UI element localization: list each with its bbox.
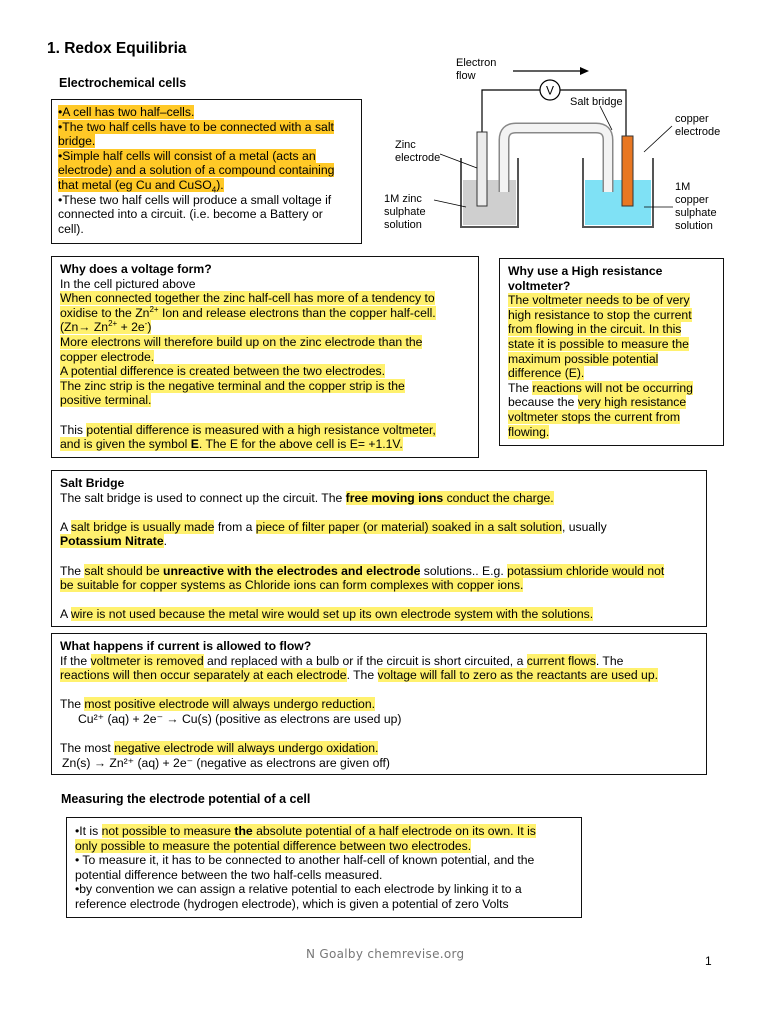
copper-electrode: [622, 136, 633, 206]
electron-flow-arrowhead: [580, 67, 589, 75]
resistance-line: The reactions will not be occurring: [508, 380, 693, 395]
intro-line: connected into a circuit. (i.e. become a Battery or: [58, 207, 323, 222]
resistance-line: maximum possible potential: [508, 351, 659, 366]
measuring-line: •It is not possible to measure the absolute potential of a half electrode on its own. It is: [75, 824, 536, 838]
footer-credit: N Goalby chemrevise.org: [306, 947, 465, 961]
oxidation-equation: Zn(s) → Zn²⁺ (aq) + 2e⁻ (negative as electrons are given off): [62, 755, 390, 770]
salt-bridge-para: The salt should be unreactive with the electrodes and electrode solutions.. E.g. potassium chloride would not be suitable for copper systems as Chloride ions can form complexes with copper ions.: [60, 563, 665, 593]
voltage-line: More electrons will therefore build up on the zinc electrode than the: [60, 334, 423, 349]
voltmeter-label: V: [545, 83, 555, 98]
voltage-line: copper electrode.: [60, 349, 155, 364]
voltage-line: and is given the symbol E. The E for the above cell is E= +1.1V.: [60, 437, 403, 452]
measuring-line: only possible to measure the potential difference between two electrodes.: [75, 838, 472, 853]
reduction-equation: Cu²⁺ (aq) + 2e⁻ → Cu(s) (positive as electrons are used up): [78, 711, 402, 726]
page-number: 1: [705, 954, 712, 968]
salt-bridge-heading: Salt Bridge: [60, 476, 125, 490]
intro-line: bridge.: [58, 134, 96, 149]
intro-box: [51, 99, 362, 244]
voltage-line: oxidise to the $Zn^{2+}$ Ion and release electrons than the copper half-cell.: [60, 304, 436, 320]
page-title: 1. Redox Equilibria: [47, 40, 187, 57]
resistance-line: because the very high resistance: [508, 395, 687, 410]
salt-bridge-box: [51, 470, 707, 627]
voltage-box: [51, 256, 479, 458]
voltage-equation: $(Zn\to Zn^{2+} + 2e^-)$: [60, 319, 152, 335]
voltage-line: This potential difference is measured with a high resistance voltmeter,: [60, 422, 436, 437]
salt-bridge-para: A salt bridge is usually made from a piece of filter paper (or material) soaked in a salt solution, usually Potassium Nitrate.: [60, 519, 607, 549]
resistance-line: difference (E).: [508, 366, 585, 381]
voltage-line: A potential difference is created between the two electrodes.: [60, 364, 385, 379]
voltage-line: The zinc strip is the negative terminal and the copper strip is the: [60, 378, 405, 393]
intro-line: •The two half cells have to be connected with a salt: [58, 119, 334, 134]
section-heading-electrochemical: Electrochemical cells: [59, 76, 187, 90]
current-flow-heading: What happens if current is allowed to flow?: [60, 639, 312, 653]
resistance-line: high resistance to stop the current: [508, 307, 692, 322]
current-line: The most negative electrode will always undergo oxidation.: [60, 741, 379, 756]
copper-solution-label: 1M copper sulphate solution: [675, 181, 717, 232]
current-flow-box: [51, 633, 707, 775]
resistance-line: The voltmeter needs to be of very: [508, 293, 690, 308]
voltage-line: When connected together the zinc half-cell has more of a tendency to: [60, 291, 435, 306]
resistance-line: voltmeter stops the current from: [508, 409, 681, 424]
salt-bridge-para: A wire is not used because the metal wire would set up its own electrode system with the solutions.: [60, 607, 594, 622]
intro-line: electrode) and a solution of a compound containing: [58, 163, 335, 178]
resistance-box: [499, 258, 724, 446]
current-line: The most positive electrode will always undergo reduction.: [60, 697, 376, 712]
intro-line: cell).: [58, 221, 84, 236]
measuring-line: potential difference between the two half-cells measured.: [75, 867, 383, 882]
measuring-line: •by convention we can assign a relative potential to each electrode by linking it to a: [75, 882, 522, 897]
current-line: If the voltmeter is removed and replaced with a bulb or if the circuit is short circuited, a current flows. The: [60, 653, 624, 668]
copper-electrode-label: copper electrode: [675, 113, 721, 138]
resistance-heading: voltmeter?: [508, 278, 571, 293]
current-line: reactions will then occur separately at each electrode. The voltage will fall to zero as the reactants are used up.: [60, 668, 658, 683]
resistance-line: flowing.: [508, 424, 550, 439]
intro-line: •These two half cells will produce a small voltage if: [58, 192, 332, 207]
copper-solution: [585, 180, 651, 225]
measuring-line: • To measure it, it has to be connected to another half-cell of known potential, and the: [75, 853, 535, 868]
section-heading-measuring: Measuring the electrode potential of a cell: [61, 792, 311, 806]
intro-line: that metal (eg Cu and CuSO$_4$).: [58, 177, 224, 195]
measuring-box: [66, 817, 582, 918]
electron-flow-label: Electron flow: [456, 57, 497, 82]
zinc-electrode-label: Zinc electrode: [395, 139, 441, 164]
resistance-heading: Why use a High resistance: [508, 264, 663, 278]
measuring-line: reference electrode (hydrogen electrode), which is given a potential of zero Volts: [75, 896, 509, 911]
voltage-heading: Why does a voltage form?: [60, 262, 212, 276]
voltage-line: positive terminal.: [60, 393, 152, 408]
resistance-line: from flowing in the circuit. In this: [508, 322, 682, 337]
voltage-line: In the cell pictured above: [60, 276, 196, 291]
zinc-electrode: [477, 132, 487, 206]
intro-line: •A cell has two half–cells.: [58, 105, 195, 119]
salt-bridge-label: Salt bridge: [570, 96, 623, 108]
salt-bridge-para: The salt bridge is used to connect up the circuit. The free moving ions conduct the charge.: [60, 490, 554, 505]
intro-line: •Simple half cells will consist of a metal (acts an: [58, 148, 316, 163]
zinc-solution-label: 1M zinc sulphate solution: [384, 193, 426, 231]
resistance-line: state it is possible to measure the: [508, 336, 689, 351]
